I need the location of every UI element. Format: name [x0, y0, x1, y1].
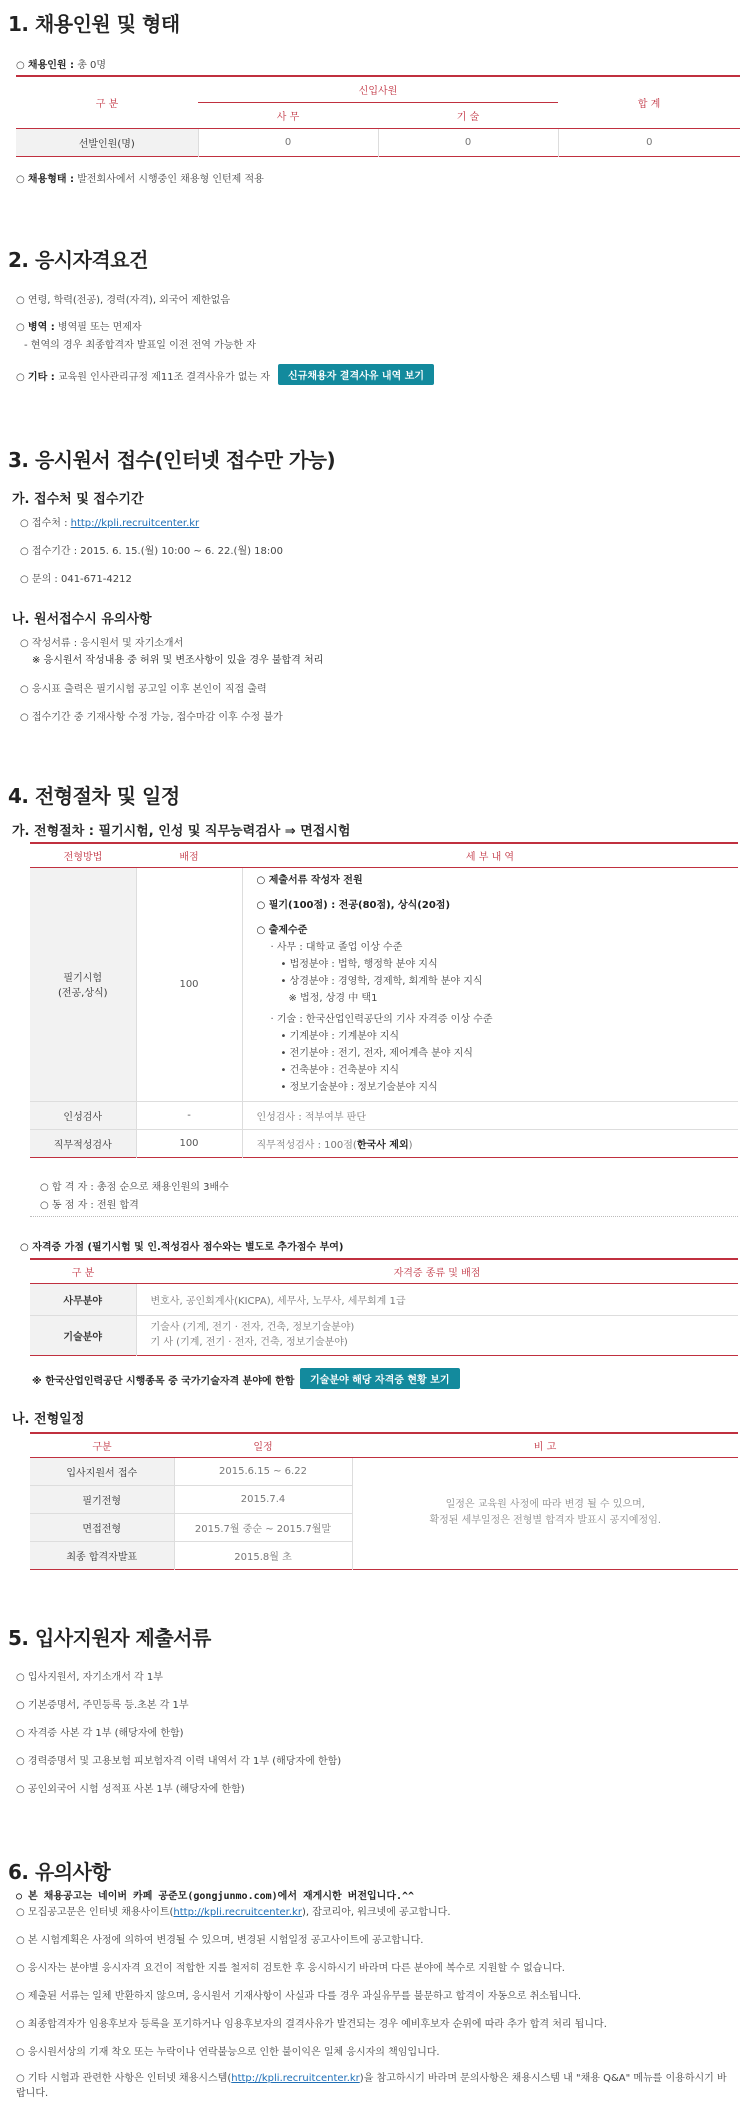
bonus-title: ○ 자격증 가점 (필기시험 및 인.적성검사 점수와는 별도로 추가점수 부여) [20, 1242, 344, 1253]
col-score: 배점 [136, 843, 242, 867]
bonus-office: 사무분야 [30, 1283, 136, 1315]
section-1-title: 1. 채용인원 및 형태 [8, 12, 180, 36]
sched-row-label: 입사지원서 접수 [30, 1457, 174, 1485]
col-bonus-detail: 자격증 종류 및 배점 [136, 1259, 738, 1283]
cell-office: 0 [198, 128, 378, 156]
bonus-table [30, 1258, 738, 1356]
col-method: 전형방법 [30, 843, 136, 867]
apply-link[interactable]: http://kpli.recruitcenter.kr [70, 518, 200, 529]
notice-4: ○ 제출된 서류는 일체 반환하지 않으며, 응시원서 기재사항이 사실과 다를 경우 과실유무를 불문하고 합격이 자동으로 취소됩니다. [16, 1991, 582, 2002]
sub-4b-title: 나. 전형일정 [12, 1412, 85, 1427]
qual-item-1: ○ 연령, 학력(전공), 경력(자격), 외국어 제한없음 [16, 295, 230, 306]
doc-item: ○ 기본증명서, 주민등록 등.초본 각 1부 [16, 1700, 189, 1711]
col-bonus-type: 구 분 [30, 1259, 136, 1283]
pass-rule-2: ○ 동 점 자 : 전원 합격 [40, 1200, 139, 1211]
pass-rule-1: ○ 합 격 자 : 총점 순으로 채용인원의 3배수 [40, 1182, 229, 1193]
qual-item-2: ○ 병역 : 병역필 또는 면제자 [16, 322, 142, 333]
hire-form: ○ 채용형태 : 발전회사에서 시행중인 채용형 인턴제 적용 [16, 174, 264, 185]
sub-3a-title: 가. 접수처 및 접수기간 [12, 492, 144, 507]
recruit-link[interactable]: http://kpli.recruitcenter.kr [173, 1907, 302, 1918]
sched-row-label: 필기전형 [30, 1485, 174, 1513]
bonus-office-detail: 변호사, 공인회계사(KICPA), 세무사, 노무사, 세무회계 1급 [136, 1283, 738, 1315]
section-4-title: 4. 전형절차 및 일정 [8, 784, 180, 808]
sched-row-date: 2015.8월 초 [174, 1541, 352, 1569]
qual-item-3: ○ 기타 : 교육원 인사관리규정 제11조 결격사유가 없는 자 [16, 372, 271, 383]
doc-item: ○ 경력증명서 및 고용보험 피보험자격 이력 내역서 각 1부 (해당자에 한함) [16, 1756, 342, 1767]
row-label: 선발인원(명) [16, 128, 198, 156]
method-written: 필기시험 (전공,상식) [30, 867, 136, 1101]
col-new-hire: 신입사원 [198, 76, 558, 102]
recruit-link-2[interactable]: http://kpli.recruitcenter.kr [231, 2073, 360, 2084]
cell-tech: 0 [378, 128, 558, 156]
sched-note: 일정은 교육원 사정에 따라 변경 될 수 있으며, 확정된 세부일정은 전형별 합격자 발표시 공지예정임. [352, 1457, 738, 1569]
col-type: 구 분 [16, 76, 198, 128]
selection-process-table [30, 842, 738, 1158]
bonus-note: ※ 한국산업인력공단 시행종목 중 국가기술자격 분야에 한함 [32, 1376, 295, 1387]
tech-cert-button[interactable]: 기술분야 해당 자격증 현황 보기 [300, 1368, 460, 1389]
col-detail: 세 부 내 역 [242, 843, 738, 867]
qual-item-2-note: - 현역의 경우 최종합격자 발표일 이전 전역 가능한 자 [24, 340, 256, 351]
apply-contact: ○ 문의 : 041-671-4212 [20, 574, 132, 585]
notice-7: ○ 기타 시험과 관련한 사항은 인터넷 채용시스템(http://kpli.recruitcenter.kr)을 참고하시기 바라며 문의사항은 채용시스템 내 "채용 Q&A" 메뉴를 이용하시기 바랍니다. [16, 2073, 727, 2099]
col-office: 사 무 [198, 102, 378, 128]
cell-total: 0 [558, 128, 740, 156]
notice-b2: ○ 응시표 출력은 필기시험 공고일 이후 본인이 직접 출력 [20, 684, 267, 695]
method-aptitude: 직무적성검사 [30, 1129, 136, 1157]
section-2-title: 2. 응시자격요건 [8, 248, 148, 272]
notice-1: ○ 모집공고문은 인터넷 채용사이트(http://kpli.recruitcenter.kr), 잡코리아, 워크넷에 공고합니다. [16, 1907, 451, 1918]
apply-site: ○ 접수처 : http://kpli.recruitcenter.kr [20, 518, 200, 529]
sub-3b-title: 나. 원서접수시 유의사항 [12, 612, 152, 627]
col-sched-type: 구분 [30, 1433, 174, 1457]
col-tech: 기 술 [378, 102, 558, 128]
notice-b1-note: ※ 응시원서 작성내용 중 허위 및 변조사항이 있을 경우 불합격 처리 [32, 655, 324, 666]
sched-row-date: 2015.6.15 ~ 6.22 [174, 1457, 352, 1485]
disqualification-button[interactable]: 신규채용자 결격사유 내역 보기 [278, 364, 434, 385]
detail-aptitude: 직무적성검사 : 100점(한국사 제외) [242, 1129, 738, 1157]
col-sched-date: 일정 [174, 1433, 352, 1457]
notice-3: ○ 응시자는 분야별 응시자격 요건이 적합한 지를 철저히 검토한 후 응시하시기 바라며 다른 분야에 복수로 지원할 수 없습니다. [16, 1963, 565, 1974]
bonus-tech: 기술분야 [30, 1315, 136, 1355]
col-sched-note: 비 고 [352, 1433, 738, 1457]
method-personality: 인성검사 [30, 1101, 136, 1129]
doc-item: ○ 공인외국어 시험 성적표 사본 1부 (해당자에 한함) [16, 1784, 245, 1795]
score-personality: - [136, 1101, 242, 1129]
notice-5: ○ 최종합격자가 임용후보자 등록을 포기하거나 임용후보자의 결격사유가 발견되는 경우 예비후보자 순위에 따라 추가 합격 처리 됩니다. [16, 2019, 607, 2030]
sub-4a-title: 가. 전형절차 : 필기시험, 인성 및 직무능력검사 ⇒ 면접시험 [12, 824, 351, 839]
hire-count: ○ 채용인원 : 총 0명 [16, 60, 107, 71]
notice-2: ○ 본 시험계획은 사정에 의하여 변경될 수 있으며, 변경된 시험일정 공고사이트에 공고합니다. [16, 1935, 424, 1946]
doc-item: ○ 자격증 사본 각 1부 (해당자에 한함) [16, 1728, 184, 1739]
hire-count-table [16, 75, 740, 157]
doc-item: ○ 입사지원서, 자기소개서 각 1부 [16, 1672, 163, 1683]
notice-6: ○ 응시원서상의 기재 착오 또는 누락이나 연락불능으로 인한 불이익은 일체 응시자의 책임입니다. [16, 2047, 440, 2058]
notice-repost: ○ 본 채용공고는 네이버 카페 공준모(gongjunmo.com)에서 재게시한 버전입니다.^^ [16, 1891, 415, 1902]
schedule-table [30, 1432, 738, 1570]
detail-written: ○ 제출서류 작성자 전원 ○ 필기(100점) : 전공(80점), 상식(20점) ○ 출제수준 · 사무 : 대학교 졸업 이상 수준 • 법정분야 : 법학, 행정학 분야 지식 • 상경분야 : 경영학, 경제학, 회계학 분야 지식 ※ 법정, 상경 中 택1 · 기술 : 한국산업인력공단의 기사 자격증 이상 수준 • 기계분야 : 기계분야 지식 • 전기분야 : 전기, 전자, 제어계측 분야 지식 • 건축분야 : 건축분야 지식 • 정보기술분야 : 정보기술분야 지식 [242, 867, 738, 1101]
section-5-title: 5. 입사지원자 제출서류 [8, 1626, 211, 1650]
section-3-title: 3. 응시원서 접수(인터넷 접수만 가능) [8, 448, 336, 472]
notice-b3: ○ 접수기간 중 기재사항 수정 가능, 접수마감 이후 수정 불가 [20, 712, 283, 723]
apply-period: ○ 접수기간 : 2015. 6. 15.(월) 10:00 ~ 6. 22.(월) 18:00 [20, 546, 284, 557]
score-written: 100 [136, 867, 242, 1101]
col-total: 합 계 [558, 76, 740, 128]
bonus-tech-detail: 기술사 (기계, 전기 · 전자, 건축, 정보기술분야) 기 사 (기계, 전기 · 전자, 건축, 정보기술분야) [136, 1315, 738, 1355]
notice-b1: ○ 작성서류 : 응시원서 및 자기소개서 [20, 638, 184, 649]
sched-row-date: 2015.7월 중순 ~ 2015.7월말 [174, 1513, 352, 1541]
section-6-title: 6. 유의사항 [8, 1860, 111, 1884]
detail-personality: 인성검사 : 적부여부 판단 [242, 1101, 738, 1129]
sched-row-label: 최종 합격자발표 [30, 1541, 174, 1569]
score-aptitude: 100 [136, 1129, 242, 1157]
sched-row-date: 2015.7.4 [174, 1485, 352, 1513]
sched-row-label: 면접전형 [30, 1513, 174, 1541]
